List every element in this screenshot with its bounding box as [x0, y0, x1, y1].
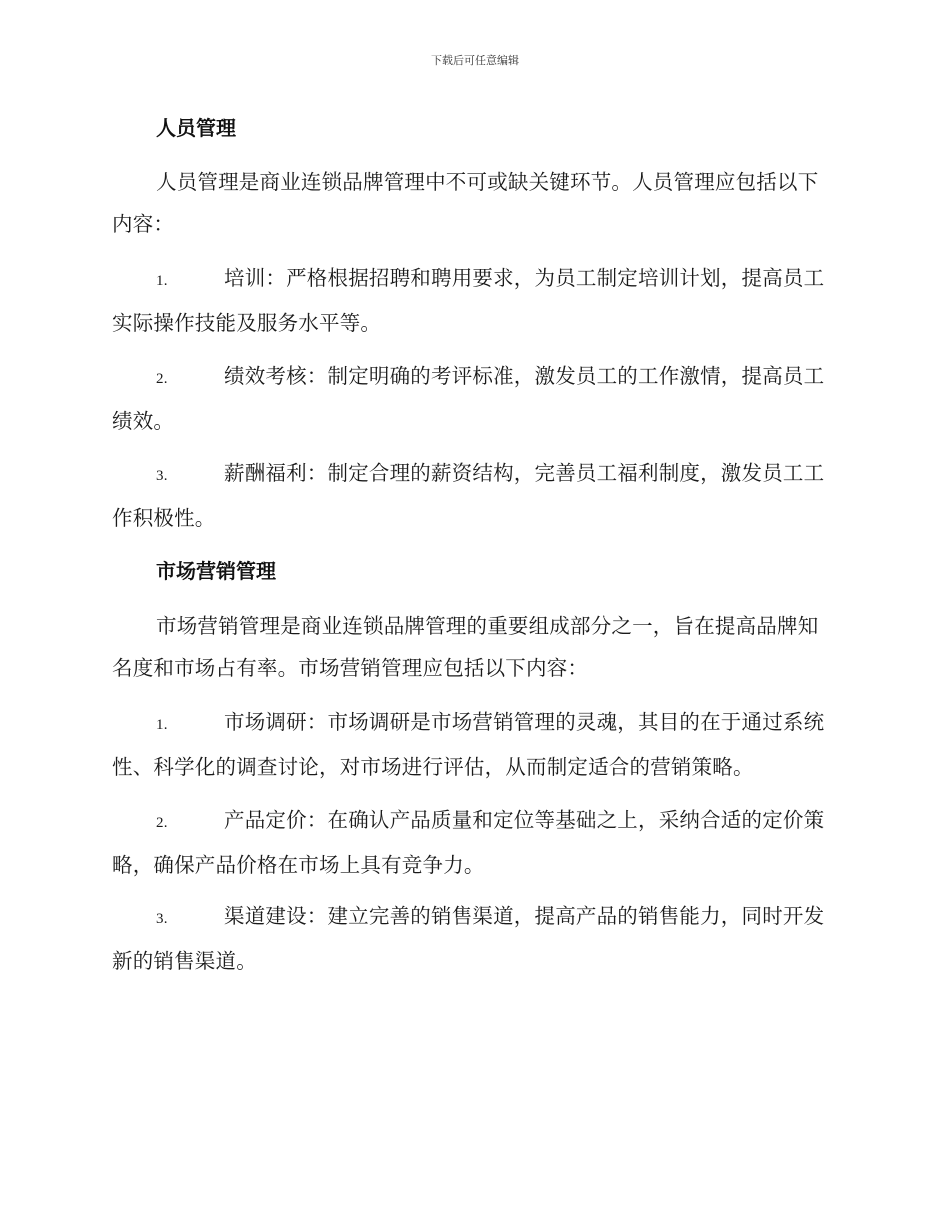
list-item-text: 产品定价：在确认产品质量和定位等基础之上，采纳合适的定价策略，确保产品价格在市场上具有竞争力。	[112, 808, 825, 877]
list-item-text: 绩效考核：制定明确的考评标准，激发员工的工作激情，提高员工绩效。	[112, 364, 825, 433]
list-item-text: 渠道建设：建立完善的销售渠道，提高产品的销售能力，同时开发新的销售渠道。	[112, 904, 825, 973]
list-number: 1.	[156, 273, 168, 289]
section-intro-personnel: 人员管理是商业连锁品牌管理中不可或缺关键环节。人员管理应包括以下内容：	[112, 170, 819, 236]
section-heading-personnel: 人员管理	[156, 116, 236, 140]
list-item-text: 市场调研：市场调研是市场营销管理的灵魂，其目的在于通过系统性、科学化的调查讨论，对市场进行评估，从而制定适合的营销策略。	[112, 710, 825, 779]
list-number: 1.	[156, 717, 168, 733]
page-header-note: 下载后可任意编辑	[431, 54, 519, 67]
list-item	[112, 355, 834, 442]
list-number: 2.	[156, 371, 168, 387]
list-number: 2.	[156, 815, 168, 831]
list-item	[112, 799, 834, 886]
list-item	[112, 701, 834, 788]
list-item	[112, 895, 834, 982]
section-intro-marketing: 市场营销管理是商业连锁品牌管理的重要组成部分之一，旨在提高品牌知名度和市场占有率。市场营销管理应包括以下内容：	[112, 614, 819, 680]
list-item	[112, 452, 834, 539]
list-number: 3.	[156, 468, 168, 484]
list-number: 3.	[156, 911, 168, 927]
list-item-text: 培训：严格根据招聘和聘用要求，为员工制定培训计划，提高员工实际操作技能及服务水平等。	[112, 266, 825, 335]
list-item	[112, 257, 834, 344]
list-item-text: 薪酬福利：制定合理的薪资结构，完善员工福利制度，激发员工工作积极性。	[112, 461, 825, 530]
section-heading-marketing: 市场营销管理	[156, 559, 276, 583]
